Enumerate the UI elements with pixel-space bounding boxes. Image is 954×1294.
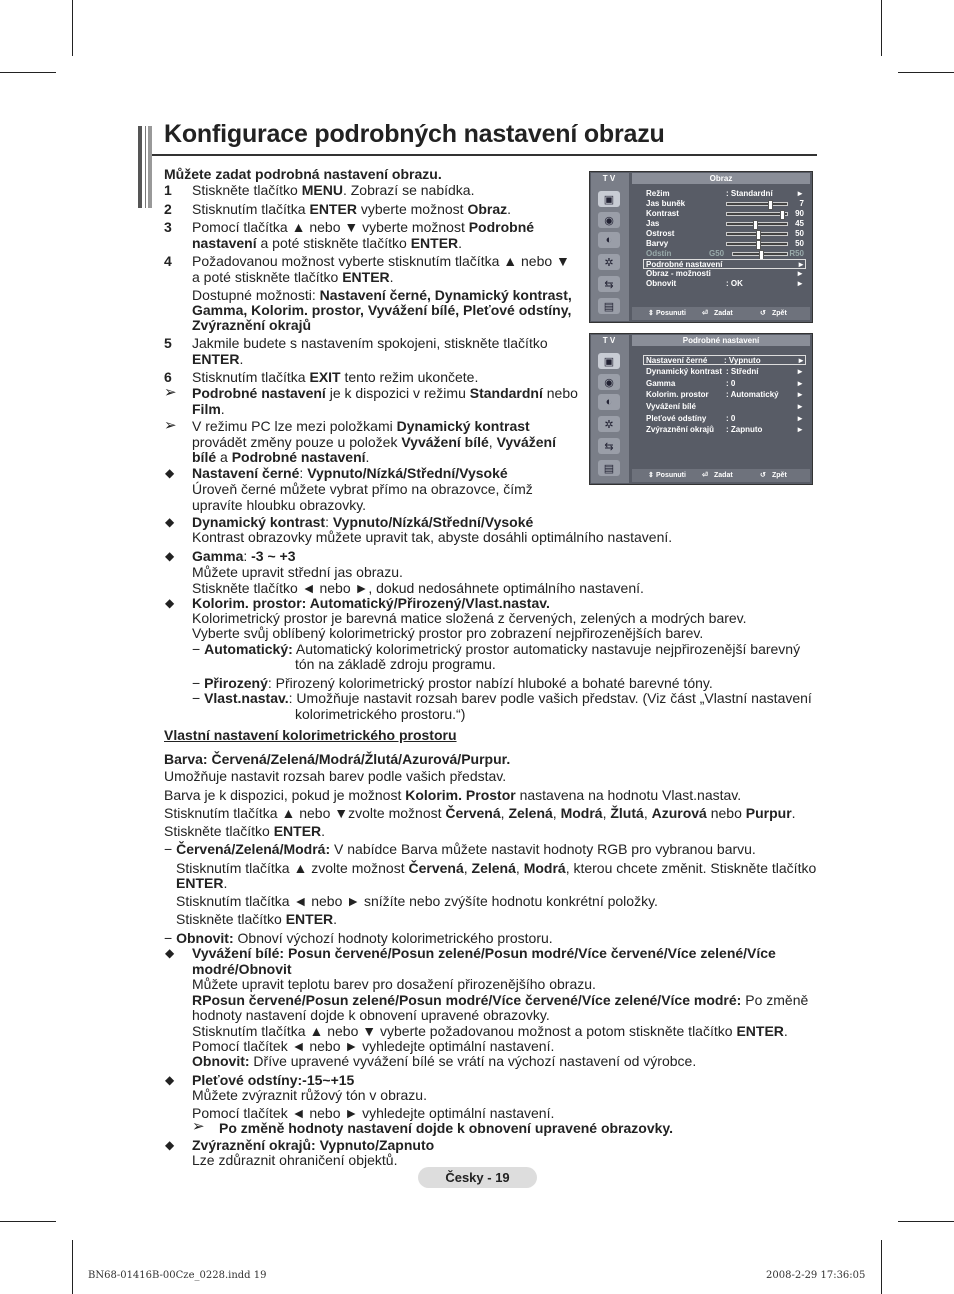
move-icon: ⇕ (648, 310, 654, 317)
tv-menu-picture (589, 171, 813, 323)
diamond-bullet-icon: ◆ (165, 549, 175, 563)
menu-row[interactable]: Pleťové odstíny : 0 ► (646, 414, 804, 423)
body-text: Stisknutím tlačítka ◄ nebo ► snížíte nebo zvýšíte hodnotu konkrétní položky. (176, 893, 658, 909)
bullet-text: hodnoty nastavení dojde k obnovení upravené obrazovky. (192, 1007, 550, 1023)
application-icon[interactable]: ▤ (598, 298, 620, 314)
bullet-text: tón na základě zdroju programu. (295, 656, 496, 672)
step-3-line2: nastavení a poté stiskněte tlačítko ENTER. (192, 235, 463, 251)
enter-icon: ⏎ (702, 472, 708, 479)
step-3-line1: Pomocí tlačítka ▲ nebo ▼ vyberte možnost Podrobné (192, 219, 535, 235)
sub-item-custom: − Vlast.nastav.: Umožňuje nastavit rozsah barev podle vašich představ. (Viz část „Vlastní nastavení (192, 690, 812, 706)
menu-row[interactable]: Jas buněk 7 (646, 199, 804, 208)
input-icon[interactable]: ⇆ (598, 438, 620, 454)
note-1-line1: Podrobné nastavení je k dispozici v režimu Standardní nebo (192, 385, 578, 401)
menu-footer: ⇕ Posunuti ⏎ Zadat ↺ Zpět (632, 307, 810, 320)
slider-bar[interactable] (726, 242, 788, 246)
channel-icon[interactable]: ◐ (598, 232, 620, 248)
page-number-badge: Česky - 19 (418, 1167, 537, 1188)
setup-icon[interactable]: ✲ (598, 416, 620, 432)
move-icon: ⇕ (648, 472, 654, 479)
body-text: − Obnovit: Obnoví výchozí hodnoty kolorimetrického prostoru. (164, 930, 553, 946)
note-arrow-icon: ➢ (192, 1118, 205, 1135)
step-number: 6 (164, 369, 172, 385)
note-text: Po změně hodnoty nastavení dojde k obnovení upravené obrazovky. (219, 1120, 674, 1136)
file-info: BN68-01416B-00Cze_0228.indd 19 (88, 1270, 267, 1281)
menu-row[interactable]: Zvýraznění okrajů : Zapnuto ► (646, 425, 804, 434)
picture-icon[interactable]: ▣ (598, 353, 620, 369)
bullet-text: RPosun červené/Posun zelené/Posun modré/Více červené/Více zelené/Více modré: Po změně (192, 992, 809, 1008)
bullet-text: Úroveň černé můžete vybrat přímo na obrazovce, čímž (192, 481, 533, 497)
bullet-text: Můžete zvýraznit růžový tón v obrazu. (192, 1087, 427, 1103)
crop-mark (72, 1240, 73, 1294)
diamond-bullet-icon: ◆ (165, 596, 175, 610)
note-2-line3: bílé a Podrobné nastavení. (192, 449, 370, 465)
menu-row: Odstín G50 R50 (646, 249, 804, 258)
print-date: 2008-2-29 17:36:05 (766, 1270, 866, 1281)
step-4-line4: Gamma, Kolorim. prostor, Vyvážení bílé, Pleťové odstíny, (192, 302, 572, 318)
crop-mark (0, 72, 56, 73)
menu-row[interactable]: Režim : Standardní ► (646, 189, 804, 198)
sub-item-natural: − Přirozený: Přirozený kolorimetrický prostor nabízí hluboké a bohaté barevné tóny. (192, 675, 713, 691)
step-4-line2: a poté stiskněte tlačítko ENTER. (192, 269, 394, 285)
bullet-text: Vyberte svůj oblíbený kolorimetrický prostor pro zobrazení nejpřirozenějších barev. (192, 625, 704, 641)
slider-bar[interactable] (726, 212, 788, 216)
bullet-text: upravíte hloubku obrazovky. (192, 497, 367, 513)
sound-icon[interactable]: ◉ (598, 212, 620, 228)
return-icon: ↺ (760, 472, 766, 479)
step-number: 1 (164, 182, 172, 198)
sub-item-auto: − Automatický: Automatický kolorimetrický prostor automaticky nastavuje nejpřirozenější barevný (192, 641, 801, 657)
bullet-text: Stiskněte tlačítko ◄ nebo ►, dokud nedosáhnete optimálního nastavení. (192, 580, 644, 596)
diamond-bullet-icon: ◆ (165, 1138, 175, 1152)
body-text: − Červená/Zelená/Modrá: V nabídce Barva můžete nastavit hodnoty RGB pro vybranou barvu. (164, 841, 756, 857)
bullet-text: modré/Obnovit (192, 961, 292, 977)
menu-row[interactable]: Dynamický kontrast : Střední ► (646, 367, 804, 376)
menu-row-selected[interactable]: Podrobné nastavení ► (643, 259, 806, 269)
step-number: 2 (164, 201, 172, 217)
body-text: Barva je k dispozici, pokud je možnost Kolorim. Prostor nastavena na hodnotu Vlast.nastav. (164, 787, 742, 803)
menu-row[interactable]: Obnovit : OK ► (646, 279, 804, 288)
bullet-text: Můžete upravit teplotu barev pro dosažení přirozenějšího obrazu. (192, 976, 596, 992)
custom-color-title: Barva: Červená/Zelená/Modrá/Žlutá/Azurová/Purpur. (164, 751, 511, 767)
enter-icon: ⏎ (702, 310, 708, 317)
step-5-line1: Jakmile budete s nastavením spokojeni, stiskněte tlačítko (192, 335, 548, 351)
return-icon: ↺ (760, 310, 766, 317)
diamond-bullet-icon: ◆ (165, 515, 175, 529)
page-title: Konfigurace podrobných nastavení obrazu (164, 120, 665, 148)
slider-bar[interactable] (726, 202, 788, 206)
step-number: 5 (164, 335, 172, 351)
bullet-text: Můžete upravit střední jas obrazu. (192, 564, 403, 580)
note-arrow-icon: ➢ (164, 417, 177, 434)
bullet-text: Obnovit: Dříve upravené vyvážení bílé se vrátí na výchozí nastavení od výrobce. (192, 1053, 697, 1069)
step-6: Stisknutím tlačítka EXIT tento režim ukončete. (192, 369, 479, 385)
step-4-line1: Požadovanou možnost vyberte stisknutím tlačítka ▲ nebo ▼ (192, 253, 570, 269)
slider-bar (732, 252, 788, 256)
menu-source-label: T V (602, 336, 616, 345)
body-text: Umožňuje nastavit rozsah barev podle vašich představ. (164, 768, 507, 784)
body-text: ENTER. (176, 875, 228, 891)
note-2-line2: provádět změny pouze u položek Vyvážení bílé, Vyvážení (192, 434, 556, 450)
diamond-bullet-icon: ◆ (165, 946, 175, 960)
crop-mark (72, 0, 73, 56)
title-rule (152, 154, 817, 156)
menu-row[interactable]: Jas 45 (646, 219, 804, 228)
menu-row[interactable]: Kolorim. prostor : Automatický ► (646, 390, 804, 399)
step-4-line3: Dostupné možnosti: Nastavení černé, Dynamický kontrast, (192, 287, 572, 303)
body-text: Stisknutím tlačítka ▲ nebo ▼zvolte možnost Červená, Zelená, Modrá, Žlutá, Azurová nebo Purpur. (164, 805, 796, 821)
bullet-dynamic-contrast: Dynamický kontrast: Vypnuto/Nízká/Střední/Vysoké (192, 514, 534, 530)
bullet-text: Pomocí tlačítek ◄ nebo ► vyhledejte optimální nastavení. (192, 1038, 555, 1054)
tv-menu-detailed-settings (589, 333, 813, 485)
crop-mark (898, 1221, 954, 1222)
step-number: 3 (164, 219, 172, 235)
setup-icon[interactable]: ✲ (598, 254, 620, 270)
slider-bar[interactable] (726, 222, 788, 226)
intro-text: Můžete zadat podrobná nastavení obrazu. (164, 166, 442, 182)
note-arrow-icon: ➢ (164, 384, 177, 401)
bullet-text: Pomocí tlačítek ◄ nebo ► vyhledejte optimální nastavení. (192, 1105, 555, 1121)
crop-mark (0, 1221, 56, 1222)
menu-row[interactable]: Barvy 50 (646, 239, 804, 248)
body-text: Stiskněte tlačítko ENTER. (164, 823, 326, 839)
menu-row[interactable]: Ostrost 50 (646, 229, 804, 238)
body-text: Stisknutím tlačítka ▲ zvolte možnost Červená, Zelená, Modrá, kterou chcete změnit. Stiskněte tlačítko (176, 860, 817, 876)
slider-bar[interactable] (726, 232, 788, 236)
application-icon[interactable]: ▤ (598, 460, 620, 476)
input-icon[interactable]: ⇆ (598, 276, 620, 292)
bullet-text: Stisknutím tlačítka ▲ nebo ▼ vyberte požadovanou možnost a potom stiskněte tlačítko ENTER. (192, 1023, 788, 1039)
bullet-text: kolorimetrického prostoru.“) (295, 706, 466, 722)
bullet-text: Lze zdůraznit ohraničení objektů. (192, 1152, 398, 1168)
menu-row[interactable]: Vyvážení bílé ► (646, 402, 804, 411)
note-2-line1: V režimu PC lze mezi položkami Dynamický kontrast (192, 418, 530, 434)
note-1-line2: Film. (192, 401, 225, 417)
body-text: Stiskněte tlačítko ENTER. (176, 911, 338, 927)
channel-icon[interactable]: ◐ (598, 394, 620, 410)
bullet-color-space: Kolorim. prostor: Automatický/Přirozený/Vlast.nastav. (192, 595, 550, 611)
menu-row[interactable]: Gamma : 0 ► (646, 379, 804, 388)
step-5-line2: ENTER. (192, 351, 244, 367)
menu-header: Podrobné nastavení (632, 335, 810, 346)
diamond-bullet-icon: ◆ (165, 1073, 175, 1087)
crop-mark (881, 0, 882, 56)
step-number: 4 (164, 253, 172, 269)
section-heading: Vlastní nastavení kolorimetrického prostoru (164, 727, 457, 743)
bullet-skin-tone: Pleťové odstíny:-15~+15 (192, 1072, 355, 1088)
step-1: Stiskněte tlačítko MENU. Zobrazí se nabídka. (192, 182, 475, 198)
bullet-text: Kolorimetrický prostor je barevná matice složená z červených, zelených a modrých barev. (192, 610, 747, 626)
menu-row[interactable]: Obraz - možnosti ► (646, 269, 804, 278)
bullet-black-level: Nastavení černé: Vypnuto/Nízká/Střední/Vysoké (192, 465, 508, 481)
diamond-bullet-icon: ◆ (165, 466, 175, 480)
bullet-text: Kontrast obrazovky můžete upravit tak, abyste dosáhli optimálního nastavení. (192, 529, 673, 545)
bullet-gamma: Gamma: -3 ~ +3 (192, 548, 296, 564)
crop-mark (881, 1240, 882, 1294)
menu-source-label: T V (602, 174, 616, 183)
menu-header: Obraz (632, 173, 810, 184)
bullet-edge-enhancement: Zvýraznění okrajů: Vypnuto/Zapnuto (192, 1137, 435, 1153)
bullet-white-balance: Vyvážení bílé: Posun červené/Posun zelené/Posun modré/Více červené/Více zelené/Více (192, 945, 776, 961)
crop-mark (898, 72, 954, 73)
title-decoration (138, 126, 152, 208)
step-2: Stisknutím tlačítka ENTER vyberte možnost Obraz. (192, 201, 512, 217)
picture-icon[interactable]: ▣ (598, 191, 620, 207)
menu-footer: ⇕ Posunuti ⏎ Zadat ↺ Zpět (632, 469, 810, 482)
menu-row-selected[interactable]: Nastavení černé : Vypnuto ► (643, 355, 806, 365)
step-4-line5: Zvýraznění okrajů (192, 317, 312, 333)
menu-row[interactable]: Kontrast 90 (646, 209, 804, 218)
sound-icon[interactable]: ◉ (598, 374, 620, 390)
